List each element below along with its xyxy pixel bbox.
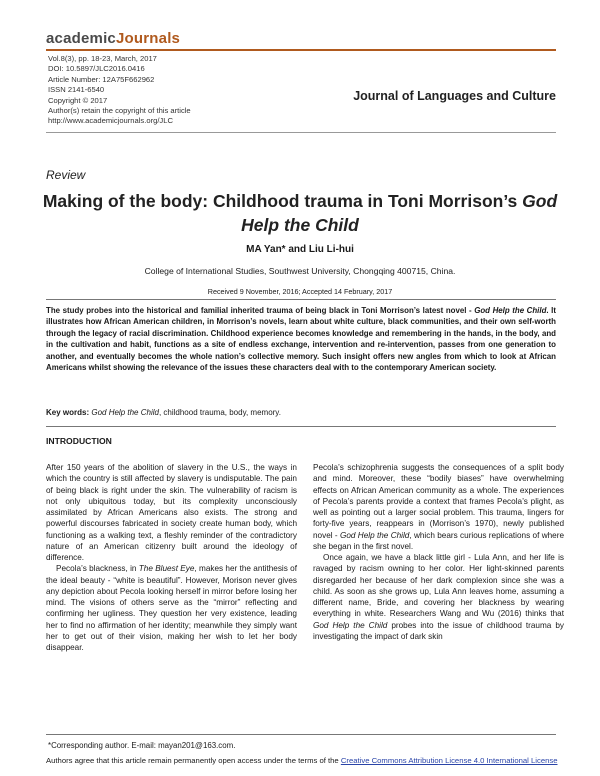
- paragraph-text: , which bears curious replications of where she began in the first novel.: [313, 530, 564, 551]
- paragraph: [313, 462, 564, 552]
- title-text: Making of the body: Childhood trauma in Toni Morrison’s: [42, 191, 523, 211]
- logo-academic: academic: [46, 30, 116, 47]
- keywords-label: Key words:: [46, 408, 90, 417]
- paragraph-text: probes into the issue of childhood trauma by investigating the impact of dark skin: [313, 620, 564, 641]
- article-type: Review: [46, 168, 86, 182]
- abstract-part2: . It illustrates how African American children, in Morrison’s novels, learn about white culture, black communities, and their own self-worth through the legacy of racial discrimination. Childhood experience becomes knowledge and remembering in the hands, in the body, and in the cultivation and habit, functions as a site of endless exchange, intervention and re-intervention, passes from one generation to another, and eventually becomes the whole nation’s collective memory. Such insight offers new angles from which to look at African Americans whilst showing the relevance of the issues these characters deal with to the contemporary American society.: [46, 306, 556, 373]
- corresponding-author: *Corresponding author. E-mail: mayan201@163.com.: [48, 741, 236, 750]
- abstract: [46, 305, 556, 373]
- publisher-logo: [46, 30, 180, 47]
- section-heading-introduction: INTRODUCTION: [46, 436, 112, 446]
- body-column-left: [46, 462, 297, 653]
- license-notice: [46, 756, 558, 766]
- article-title: [40, 189, 560, 237]
- title-italic: God Help the Child: [241, 191, 558, 235]
- keywords: [46, 407, 556, 418]
- paragraph-text: Once again, we have a black little girl - Lula Ann, and her life is ravaged by racism owning to her color. Her light-skinned parents disregarded her because of her dark complexion since she was a child. As soon as she grows up, Lula Ann leaves home, assuming a different name, Bride, and covering her blackness by wearing everything in white. Researchers Wang and Wu (2016) thinks that: [313, 553, 564, 619]
- journal-name: Journal of Languages and Culture: [353, 89, 556, 103]
- meta-volume: Vol.8(3), pp. 18-23, March, 2017: [48, 54, 157, 63]
- abstract-italic: God Help the Child: [474, 306, 547, 315]
- meta-doi: DOI: 10.5897/JLC2016.0416: [48, 64, 145, 74]
- meta-rights: Author(s) retain the copyright of this article: [48, 106, 191, 116]
- paragraph-italic: God Help the Child: [339, 530, 410, 540]
- abstract-bottom-rule: [46, 426, 556, 427]
- paragraph: [46, 563, 297, 653]
- paragraph: [313, 552, 564, 642]
- license-link[interactable]: Creative Commons Attribution License 4.0 International License: [340, 756, 558, 765]
- abstract-top-rule: [46, 299, 556, 300]
- meta-copyright: Copyright © 2017: [48, 95, 108, 105]
- meta-url[interactable]: http://www.academicjournals.org/JLC: [48, 116, 173, 126]
- meta-article-number: Article Number: 12A75F662962: [48, 74, 155, 84]
- paragraph: After 150 years of the abolition of slavery in the U.S., the ways in which the country is still affected by slavery is undisputable. The pain of being black is right under the skin. The vulnerability of racism is not only ubiquitous today, but its complexity unconsciously assimilated by African Americans also exists. The strong and powerful discourses fabricated in society create human body, which functioning as a walking text, a fleshly reminder of the contradictory nature of an American citizenry built around the ideology of difference.: [46, 463, 297, 562]
- paragraph-text: Pecola’s blackness, in: [56, 564, 139, 574]
- keywords-rest: , childhood trauma, body, memory.: [158, 408, 281, 417]
- paragraph-text: Pecola’s schizophrenia suggests the consequences of a split body and mind. Moreover, these “bodily biases” have overwhelming effects on African American community as a whole. The experiences of Pecola’s parents provide a context that frames Pecola’s plight, as well as pointing out a larger social problem. This trauma, lingers for forty-five years, reappears in (Morrison’s 1970), newly published novel -: [313, 463, 564, 540]
- body-column-right: [313, 462, 564, 642]
- footnote-rule: [46, 734, 556, 735]
- header-rule: [46, 49, 556, 51]
- logo-journals: Journals: [115, 30, 181, 47]
- article-meta: [48, 54, 191, 127]
- license-text: Authors agree that this article remain permanently open access under the terms of the: [46, 756, 341, 765]
- keywords-italic: God Help the Child: [91, 408, 159, 417]
- received-dates: Received 9 November, 2016; Accepted 14 February, 2017: [207, 287, 393, 296]
- paragraph-italic: The Bluest Eye: [138, 564, 195, 574]
- paragraph-italic: God Help the Child: [313, 620, 388, 630]
- authors: MA Yan* and Liu Li-hui: [246, 244, 354, 255]
- paragraph-text: , makes her the antithesis of the ideal beauty - “white is beautiful”. However, Morison never gives any depiction about Pecola looking herself in mirror before losing her mind. The visions of others serve as the “mirror” reflecting and confirming her ugliness. They question her very existence, leading her to find no affirmation of her identity; meanwhile they simply want her to get out of their vision, making her wish to let her body disappear.: [46, 564, 297, 652]
- abstract-part1: The study probes into the historical and familial inherited trauma of being black in Toni Morrison’s latest novel -: [46, 306, 475, 315]
- meta-issn: ISSN 2141-6540: [48, 85, 105, 95]
- affiliation: College of International Studies, Southwest University, Chongqing 400715, China.: [144, 266, 456, 276]
